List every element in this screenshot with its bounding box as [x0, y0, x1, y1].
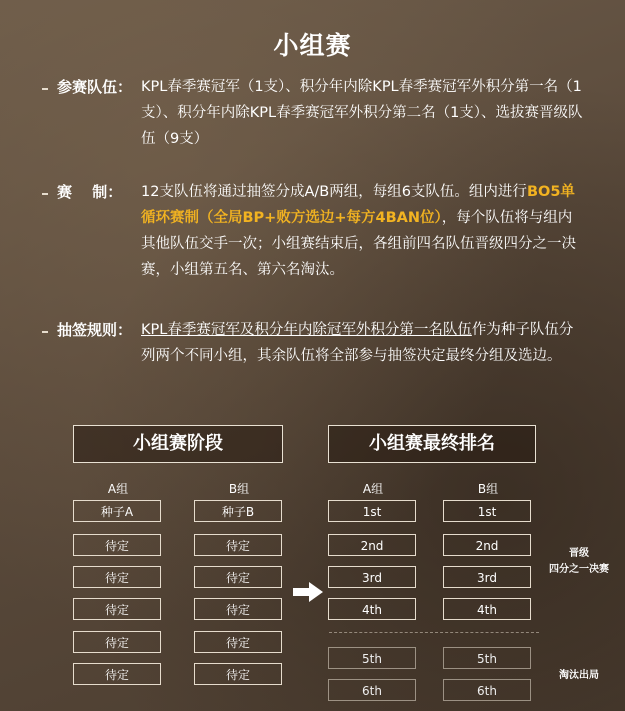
stage-a-cell: 待定 [73, 663, 161, 685]
format-text [141, 179, 586, 283]
final-a-cell: 6th [328, 679, 416, 701]
bullet-dash [42, 193, 48, 195]
advance-note [537, 546, 621, 578]
final-group-b-label: B组 [477, 482, 499, 496]
stage-b-cell: 待定 [194, 663, 282, 685]
draw-text-after: 作为种子队伍分列两个不同小组，其余队伍将全部参与抽签决定最终分组及选边。 [141, 322, 574, 364]
final-b-cell: 4th [443, 598, 531, 620]
final-group-a-label: A组 [362, 482, 384, 496]
stage-group-b-label: B组 [228, 482, 250, 496]
stage-b-cell: 种子B [194, 500, 282, 522]
format-text-after: ，每个队伍将与组内其他队伍交手一次；小组赛结束后，各组前四名队伍晋级四分之一决赛，小组第五名、第六名淘汰。 [141, 210, 576, 278]
advance-note-line-2: 四分之一决赛 [549, 564, 609, 575]
eliminated-note: 淘汰出局 [559, 670, 599, 681]
stage-a-cell: 待定 [73, 598, 161, 620]
final-b-cell: 5th [443, 647, 531, 669]
final-b-cell: 2nd [443, 534, 531, 556]
format-highlight: BO5单循环赛制（全局BP+败方选边+每方4BAN位） [141, 184, 575, 226]
stage-b-cell: 待定 [194, 631, 282, 653]
stage-b-cell: 待定 [194, 566, 282, 588]
stage-b-cell: 待定 [194, 534, 282, 556]
final-a-cell: 1st [328, 500, 416, 522]
final-b-cell: 3rd [443, 566, 531, 588]
page-title: 小组赛 [273, 31, 352, 60]
bullet-dash [42, 331, 48, 333]
draw-underlined: KPL春季赛冠军及积分年内除冠军外积分第一名队伍 [141, 322, 472, 338]
teams-label: 参赛队伍： [57, 78, 133, 96]
stage-a-cell: 种子A [73, 500, 161, 522]
stage-title: 小组赛阶段 [73, 425, 283, 463]
final-b-cell: 6th [443, 679, 531, 701]
stage-b-cell: 待定 [194, 598, 282, 620]
stage-a-cell: 待定 [73, 534, 161, 556]
final-a-cell: 4th [328, 598, 416, 620]
final-title: 小组赛最终排名 [328, 425, 536, 463]
final-a-cell: 2nd [328, 534, 416, 556]
teams-text: KPL春季赛冠军（1支）、积分年内除KPL春季赛冠军外积分第一名（1支）、积分年内除KPL春季赛冠军外积分第二名（1支）、选拔赛晋级队伍（9支） [141, 79, 583, 147]
stage-group-a-label: A组 [107, 482, 129, 496]
final-a-cell: 5th [328, 647, 416, 669]
format-label: 赛 制： [57, 183, 123, 201]
right-arrow-icon [291, 580, 325, 604]
draw-label: 抽签规则： [57, 321, 133, 339]
final-a-cell: 3rd [328, 566, 416, 588]
advance-note-line-1: 晋级 [569, 548, 589, 559]
format-text-before: 12支队伍将通过抽签分成A/B两组，每组6支队伍。组内进行 [141, 184, 527, 200]
final-b-cell: 1st [443, 500, 531, 522]
stage-a-cell: 待定 [73, 566, 161, 588]
stage-a-cell: 待定 [73, 631, 161, 653]
draw-text [141, 317, 586, 369]
bullet-dash [42, 88, 48, 90]
elimination-divider [329, 632, 539, 633]
